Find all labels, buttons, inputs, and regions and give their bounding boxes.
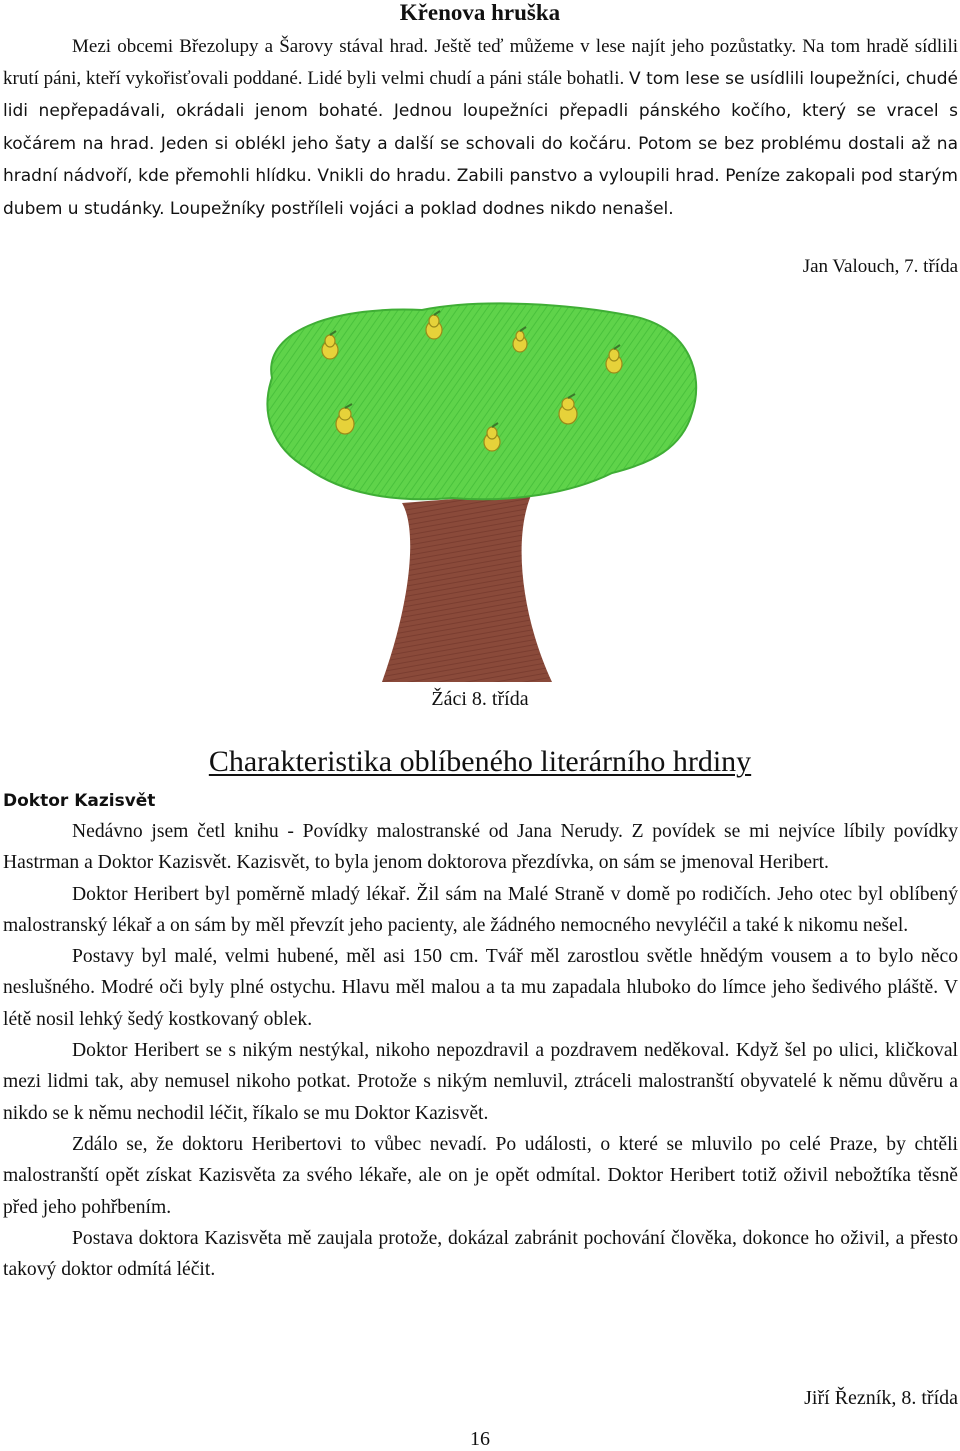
tree-trunk [382,493,552,682]
story-text [3,31,958,225]
essay-paragraph: Doktor Heribert byl poměrně mladý lékař. Žil sám na Malé Straně v domě po rodičích. Jeho otec byl oblíbený malostranský lékař a on sám by měl převzít jeho pacienty, ale žádného nemocného nevyléčil a také k nikomu nešel. [3,883,958,936]
essay-subject: Doktor Kazisvět [3,791,156,811]
story-text-serif: Mezi obcemi Březolupy a Šarovy stával hrad. Ještě teď můžeme v lese najít jeho pozůstatky. Na tom hradě sídlili krutí páni, kteří vykořisťovali poddané. Lidé byli velmi chudí a páni stále bohatli. [3,36,958,89]
story-text-sans: V tom lese se usídlili loupežníci, chudé lidi nepřepadávali, okrádali jenom bohaté. Jednou loupežníci přepadli pánského kočího, který se vracel s kočárem na hrad. Jeden si oblékl jeho šaty a další se schovali do kočáru. Potom se bez problému dostali až na hradní nádvoří, kde přemohli hlídku. Vnikli do hradu. Zabili panstvo a vyloupili hrad. Peníze zakopali pod starým dubem u studánky. Loupežníky postříleli vojáci a poklad dodnes nikdo nenašel. [3,68,958,219]
story-title: Křenova hruška [399,0,561,25]
page-number: 16 [470,1428,490,1450]
story-author: Jan Valouch, 7. třída [802,256,958,277]
pear-tree-drawing [252,298,704,682]
illustration-caption: Žáci 8. třída [431,688,529,710]
essay-title: Charakteristika oblíbeného literárního hrdiny [208,745,752,778]
essay-author: Jiří Řezník, 8. třída [804,1387,958,1409]
essay-paragraph: Postavy byl malé, velmi hubené, měl asi 150 cm. Tvář měl zarostlou světle hnědým vousem a to bylo něco neslušného. Modré oči byly plné ostychu. Hlavu měl malou a ta mu zapadala hluboko do límce jeho šedivého pláště. V létě nosil lehký šedý kostkovaný oblek. [3,946,958,1030]
essay-paragraph: Zdálo se, že doktoru Heribertovi to vůbec nevadí. Po události, o které se mluvilo po celé Praze, by chtěli malostranští opět získat Kazisvěta za svého lékaře, ale on je opět odmítal. Doktor Heribert totiž oživil nebožtíka těsně před jeho pohřbením. [3,1133,958,1218]
essay-body [3,816,958,1285]
essay-paragraph: Postava doktora Kazisvěta mě zaujala protože, dokázal zabránit pochování člověka, dokonce ho oživil, a přesto takový doktor odmítá léčit. [3,1227,958,1281]
essay-paragraph: Doktor Heribert se s nikým nestýkal, nikoho nepozdravil a pozdravem neděkoval. Když šel po ulici, kličkoval mezi lidmi tak, aby nemusel nikoho potkat. Protože s nikým nemluvil, ztráceli malostranští obyvatelé k němu důvěru a nikdo se k němu nechodil léčit, říkalo se mu Doktor Kazisvět. [3,1040,958,1124]
essay-paragraph: Nedávno jsem četl knihu - Povídky malostranské od Jana Nerudy. Z povídek se mi nejvíce líbily povídky Hastrman a Doktor Kazisvět. Kazisvět, to byla jenom doktorova přezdívka, on sám se jmenoval Heribert. [3,821,958,874]
